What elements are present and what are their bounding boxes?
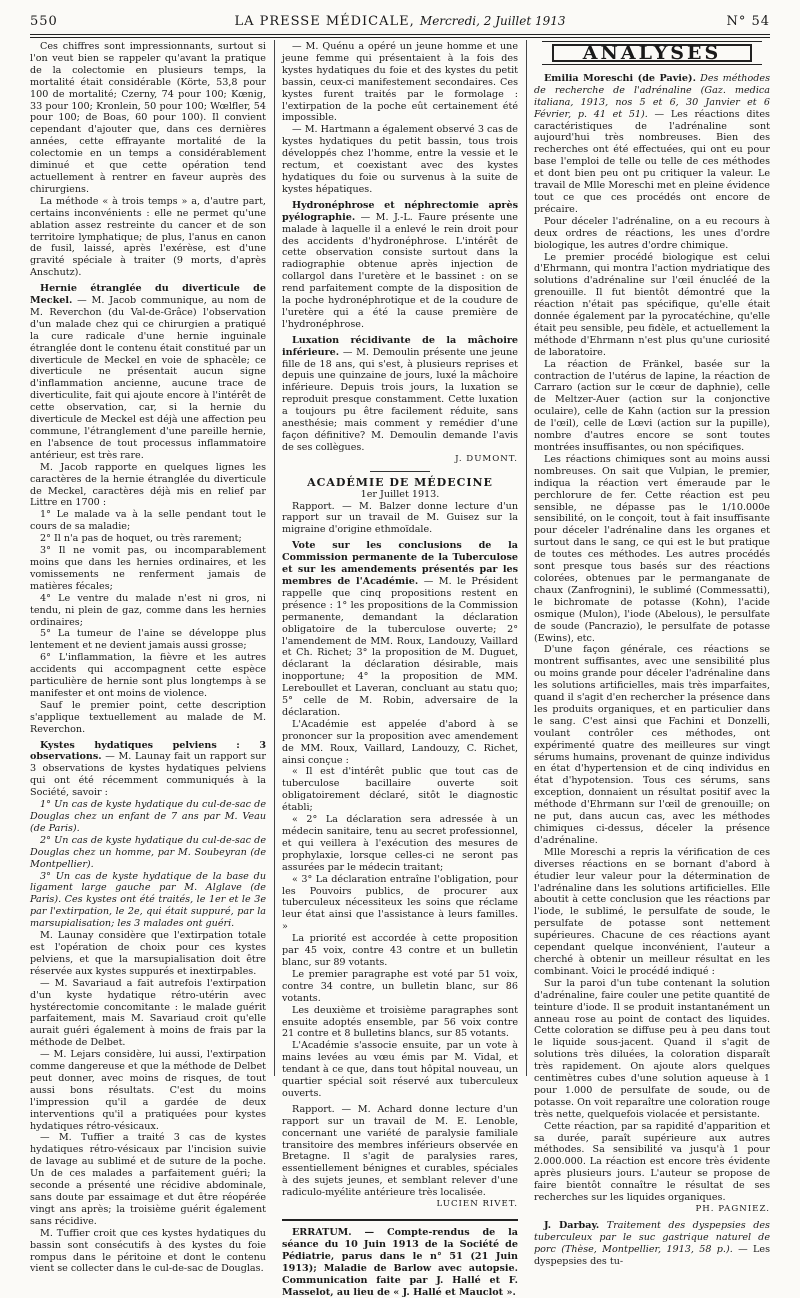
- column-divider-2: [526, 40, 527, 1076]
- paragraph: Sur la paroi d'un tube contenant la solution d'adrénaline, faire couler une petite quantité de teinture d'iode. Il se produit instantanément un anneau rose au point de contact des liquides. Cette coloration se diffuse peu à peu dans tout le liquide sous-jacent. Quand il s'agit de solutions très diluées, la coloration disparaît très rapidement. On ajoute alors quelques centimètres cubes d'une solution aqueuse à 1 pour 1.000 de persulfate de soude, ou de potasse. On voit reparaître une coloration rouge très nette, quelquefois violacée et persistante.: [534, 977, 770, 1120]
- section-separator: [370, 471, 430, 472]
- column-1: [30, 41, 266, 1275]
- page-number: 550: [30, 14, 58, 29]
- article-vote: [282, 540, 518, 719]
- article-title: Hernie étranglée du diverticule de Meckel.: [30, 283, 266, 307]
- analyses-title: ANALYSES: [552, 44, 752, 62]
- list-item-text: 3° Un cas de kyste hydatique de la base du ligament large gauche par M. Alglave (de Paris). Ces kystes ont été traités, le 1er et le 3e par l'extirpation, le 2e, qui était suppuré, par la marsupialisation; les 3 malades ont guéri.: [30, 870, 266, 930]
- quote: « 2° La déclaration sera adressée à un médecin sanitaire, tenu au secret professionnel, et qui veillera à l'exécution des mesures de prophylaxie, lorsque celles-ci ne seront pas assurées par le médecin traitant;: [282, 814, 518, 873]
- paragraph: Les réactions chimiques sont au moins aussi nombreuses. On sait que Vulpian, le premier, indiqua la réaction vert émeraude par le perchlorure de fer. Cette réaction est peu sensible, ne dépasse pas le 1/10.000e sensibilité, on le conçoit, tout à fait insuffisante pour déceler l'adrénaline dans les organes et surtout dans le sang, ce qui est le but pratique de toutes ces méthodes. Les autres procédés sont presque tous basés sur des réactions colorées, obtenues par le permanganate de chaux (Zanfrognini), le sublimé (Commessatti), le bichromate de potasse (Kohn), l'acide osmique (Mulon), l'iode (Abelous), le persulfate de soude (Pancrazio), le persulfate de potasse (Ewins), etc.: [534, 453, 770, 644]
- erratum-text: [282, 1227, 518, 1298]
- list-item-text: 1° Un cas de kyste hydatique du cul-de-sac de Douglas chez un enfant de 7 ans par M. Veau (de Paris).: [30, 799, 266, 834]
- review-author: Emilia Moreschi (de Pavie).: [544, 72, 696, 84]
- paragraph: M. Jacob rapporte en quelques lignes les caractères de la hernie étranglée du diverticule de Meckel, caractères déjà mis en relief par Littre en 1700 :: [30, 461, 266, 509]
- paragraph: M. Launay considère que l'extirpation totale est l'opération de choix pour ces kystes pelviens, et que la marsupialisation doit être réservée aux kystes suppurés et inextirpables.: [30, 930, 266, 977]
- paragraph: — M. Lejars considère, lui aussi, l'extirpation comme dangereuse et que la méthode de Delbet peut donner, avec moins de risques, de tout aussi bons résultats. C'est du moins l'impression qu'il a gardée de deux interventions qu'il a pratiquées pour kystes hydatiques rétro-vésicaux.: [30, 1049, 266, 1132]
- issue-number: N° 54: [726, 14, 770, 29]
- article-hydronephrose: [282, 200, 518, 331]
- paragraph: La priorité est accordée à cette proposition par 45 voix, contre 43 contre et un bulletin blanc, sur 89 votants.: [282, 933, 518, 968]
- list-item: [30, 799, 266, 835]
- page-header: [30, 14, 770, 32]
- paragraph: L'Académie est appelée d'abord à se prononcer sur la proposition avec amendement de MM. Roux, Vaillard, Landouzy, C. Richet, ainsi conçue :: [282, 718, 518, 766]
- article-title: Kystes hydatiques pelviens : 3 observations.: [30, 739, 266, 763]
- journal-title-line: [30, 14, 770, 29]
- column-2: [282, 41, 518, 1298]
- paragraph: Cette réaction, par sa rapidité d'apparition et sa durée, paraît supérieure aux autres méthodes. Sa sensibilité va jusqu'à 1 pour 2.000.000. La réaction est encore très évidente après plusieurs jours. L'auteur se propose de faire bientôt connaître le résultat de ses recherches sur les liquides organiques.: [534, 1120, 770, 1204]
- paragraph: Sauf le premier point, cette description s'applique textuellement au malade de M. Reverchon.: [30, 699, 266, 735]
- signature: PH. PAGNIEZ.: [695, 1204, 770, 1214]
- paragraph: La méthode « à trois temps » a, d'autre part, certains inconvénients : elle ne permet qu'une ablation assez restreinte du cancer et de son territoire lymphatique; de plus, l'anus en canon de fusil, laissé, après l'exérèse, est d'une gravité spéciale à traiter (9 morts, d'après Anschutz).: [30, 195, 266, 279]
- list-item: 6° L'inflammation, la fièvre et les autres accidents qui accompagnent cette espèce particulière de hernie sont plus longtemps à se manifester et ont moins de violence.: [30, 652, 266, 699]
- article-title: Hydronéphrose et néphrectomie après pyélographie.: [282, 199, 518, 223]
- signature: J. DUMONT.: [455, 453, 518, 464]
- paragraph: Le premier paragraphe est voté par 51 voix, contre 34 contre, un bulletin blanc, sur 86 votants.: [282, 968, 518, 1004]
- article-hernie: [30, 283, 266, 462]
- article-title: Luxation récidivante de la mâchoire inférieure.: [282, 334, 518, 358]
- article-text: — M. Launay fait un rapport sur 3 observations de kystes hydatiques pelviens qui ont été récemment communiqués à la Société, savoir :: [30, 751, 266, 799]
- article-luxation: [282, 335, 518, 454]
- review-text: — Les dyspepsies des tu-: [534, 1243, 770, 1267]
- journal-title: LA PRESSE MÉDICALE,: [234, 14, 415, 29]
- list-item: 4° Le ventre du malade n'est ni gros, ni tendu, ni plein de gaz, comme dans les hernies ordinaires;: [30, 592, 266, 628]
- paragraph: D'une façon générale, ces réactions se montrent suffisantes, avec une sensibilité plus ou moins grande pour déceler l'adrénaline dans les solutions artificielles, mais très imparfaites, quand il s'agit d'en rechercher la présence dans les produits organiques, et en particulier dans le sang. C'est ainsi que Fachini et Donzelli, voulant contrôler ces méthodes, ont expérimenté quatre des meilleures sur vingt sérums humains, provenant de quinze individus en état d'hypertension et de cinq individus en état d'hypotension. Tous ces sérums, sans exception, donnaient un résultat positif avec la méthode d'Ehrmann sur l'œil de grenouille; on ne put, dans aucun cas, avec les méthodes chimiques ci-dessus, déceler la présence d'adrénaline.: [534, 644, 770, 846]
- paragraph: — M. Hartmann a également observé 3 cas de kystes hydatiques du petit bassin, tous trois développés chez l'homme, entre la vessie et le rectum, et coexistant avec des kystes hydatiques du foie ou survenus à la suite de kystes hépatiques.: [282, 124, 518, 195]
- paragraph: Les deuxième et troisième paragraphes sont ensuite adoptés ensemble, par 56 voix contre 21 contre et 8 bulletins blancs, sur 85 votants.: [282, 1004, 518, 1040]
- signature: LUCIEN RIVET.: [436, 1199, 518, 1210]
- paragraph: Mlle Moreschi a repris la vérification de ces diverses réactions en se bornant d'abord à étudier leur valeur pour la détermination de l'adrénaline dans les solutions artificielles. Elle aboutit à cette conclusion que les réactions par l'iode, le sublimé, le persulfate de soude, le persulfate de potasse sont nettement supérieures. Chacune de ces réactions ayant cependant quelque inconvénient, l'auteur a cherché à obtenir un meilleur résultat en les combinant. Voici le procédé indiqué :: [534, 846, 770, 977]
- paragraph: Pour déceler l'adrénaline, on a eu recours à deux ordres de réactions, les unes d'ordre biologique, les autres d'ordre chimique.: [534, 215, 770, 251]
- paragraph: — M. Quénu a opéré un jeune homme et une jeune femme qui présentaient à la fois des kystes hydatiques du foie et des kystes du petit bassin, ceux-ci manifestement secondaires. Ces kystes furent traités par le formolage : l'extirpation de la poche eût certainement été impossible.: [282, 41, 518, 124]
- review-moreschi: [534, 73, 770, 216]
- review-author: J. Darbay.: [544, 1219, 600, 1231]
- erratum-box: [282, 1219, 518, 1298]
- article-title: Vote sur les conclusions de la Commission permanente de la Tuberculose et sur les amendements présentés par les membres de l'Académie.: [282, 540, 518, 587]
- review-text: — Les réactions dites caractéristiques de l'adrénaline sont aujourd'hui très nombreuses. Bien des recherches ont été effectuées, qui ont eu pour base l'emploi de telle ou telle de ces méthodes et dont bien peu ont pu critiquer la valeur. Le travail de Mlle Moreschi met en pleine évidence tout ce que ces procédés ont encore de précaire.: [534, 108, 770, 215]
- article-text: — M. J.-L. Faure présente une malade à laquelle il a enlevé le rein droit pour des accidents d'hydronéphrose. L'intérêt de cette observation consiste surtout dans la radiographie obtenue après injection de collargol dans l'uretère et le bassinet : on se rend parfaitement compte de la disposition de la poche hydronéphrotique et de la coudure de l'uretère qui a été la cause première de l'hydronéphrose.: [282, 211, 518, 330]
- section-date: 1er Juillet 1913.: [360, 488, 440, 500]
- list-item: [30, 871, 266, 931]
- header-rule-bottom: [30, 37, 770, 38]
- list-item: 3° Il ne vomit pas, ou incomparablement moins que dans les hernies ordinaires, et les vomissements ne renferment jamais de matières fécales;: [30, 545, 266, 592]
- analyses-banner: [542, 41, 762, 65]
- issue-date: Mercredi, 2 Juillet 1913: [419, 14, 566, 28]
- list-item-text: 2° Un cas de kyste hydatique du cul-de-sac de Douglas chez un homme, par M. Soubeyran (de Montpellier).: [30, 834, 266, 870]
- erratum-bold: ERRATUM. — Compte-rendus de la séance du 10 Juin 1913 de la Société de Pédiatrie, parus dans le n° 51 (21 Juin 1913); Maladie de Barlow avec autopsie. Communication faite par J. Hallé et F. Masselot, au lieu de « J. Hallé et Mauclot ».: [282, 1227, 518, 1298]
- paragraph: M. Tuffier croit que ces kystes hydatiques du bassin sont consécutifs à des kystes du foie rompus dans le péritoine et dont le contenu vient se collecter dans le cul-de-sac de Douglas.: [30, 1227, 266, 1275]
- paragraph: — M. Savariaud a fait autrefois l'extirpation d'un kyste hydatique rétro-utérin avec hystérectomie concomitante : le malade guérit parfaitement, mais M. Savariaud croit qu'elle aurait guéri également à moins de frais par la méthode de Delbet.: [30, 977, 266, 1049]
- paragraph: L'Académie s'associe ensuite, par un vote à mains levées au vœu émis par M. Vidal, et tendant à ce que, dans tout hôpital nouveau, un quartier spécial soit réservé aux tuberculeux ouverts.: [282, 1040, 518, 1099]
- list-item: 5° La tumeur de l'aine se développe plus lentement et ne devient jamais aussi grosse;: [30, 628, 266, 652]
- paragraph: — M. Tuffier a traité 3 cas de kystes hydatiques rétro-vésicaux par l'incision suivie de lavage au sublimé et de suture de la poche. Un de ces malades a parfaitement guéri; la seconde a présenté une récidive abdominale, sans doute par essaimage et dut être réopérée vingt ans après; la troisième guérit également sans récidive.: [30, 1132, 266, 1227]
- article-text: — M. le Président rappelle que cinq propositions restent en présence : 1° les propositions de la Commission permanente, demandant la déclaration obligatoire de la tuberculose ouverte; 2° l'amendement de MM. Roux, Landouzy, Vaillard et Ch. Richet; 3° la proposition de M. Duguet, déclarant la déclaration désirable, mais inopportune; 4° la proposition de MM. Lereboullet et Laveran, concluant au statu quo; 5° celle de M. Robin, adversaire de la déclaration.: [282, 575, 518, 718]
- paragraph: Rapport. — M. Achard donne lecture d'un rapport sur un travail de M. E. Lenoble, concernant une variété de paralysie familiale transitoire des membres inférieurs observée en Bretagne. Il s'agit de paralysies rares, essentiellement bénignes et curables, spéciales à des sujets jeunes, et semblant relever d'une radiculo-myélite antérieure très localisée.: [282, 1103, 518, 1199]
- paragraph: Rapport. — M. Balzer donne lecture d'un rapport sur un travail de M. Guisez sur la migraine d'origine ethmoïdale.: [282, 500, 518, 536]
- column-divider-1: [274, 40, 275, 1076]
- review-darbay: [534, 1220, 770, 1268]
- review-title: Traitement des dyspepsies des tuberculeux par le suc gastrique naturel de porc (Thèse, Montpellier, 1913, 58 p.).: [534, 1219, 770, 1255]
- review-title: Des méthodes de recherche de l'adrénaline (Gaz. medica italiana, 1913, nos 5 et 6, 30 Janvier et 6 Février, p. 41 et 51).: [534, 72, 770, 120]
- list-item: [30, 835, 266, 871]
- quote: « 3° La déclaration entraîne l'obligation, pour les Pouvoirs publics, de procurer aux tuberculeux nécessiteux les soins que réclame leur état ainsi que l'assistance à leurs familles. »: [282, 873, 518, 933]
- article-text: — M. Demoulin présente une jeune fille de 18 ans, qui s'est, à plusieurs reprises et depuis une quinzaine de jours, luxé la mâchoire inférieure. Depuis trois jours, la luxation se reproduit presque constamment. Cette luxation a toujours pu être facilement réduite, sans anesthésie; mais comment y remédier d'une façon définitive? M. Demoulin demande l'avis de ses collègues.: [282, 346, 518, 453]
- list-item: 2° Il n'a pas de hoquet, ou très rarement;: [40, 533, 242, 545]
- quote: « Il est d'intérêt public que tout cas de tuberculose bacillaire ouverte soit obligatoirement déclaré, sitôt le diagnostic établi;: [282, 766, 518, 814]
- column-3: [534, 41, 770, 1267]
- paragraph: La réaction de Fränkel, basée sur la contraction de l'utérus de lapine, la réaction de Carraro (action sur le cœur de daphnie), celle de Meltzer-Auer (action sur la conjonctive oculaire), celle de Kahn (action sur la pression de l'œil), celle de Lœvi (action sur la pupille), nombre d'autres encore se sont toutes montrées insuffisantes, ou non spécifiques.: [534, 358, 770, 453]
- article-kystes: [30, 740, 266, 800]
- list-item: 1° Le malade va à la selle pendant tout le cours de sa maladie;: [30, 509, 266, 533]
- section-title: ACADÉMIE DE MÉDECINE: [307, 475, 493, 489]
- article-text: — M. Jacob communique, au nom de M. Reverchon (du Val-de-Grâce) l'observation d'un malade chez qui ce chirurgien a pratiqué la cure radicale d'une hernie inguinale étranglée dont le contenu était constitué par un diverticule de Meckel en voie de sphacèle; ce diverticule ne présentait aucun signe d'inflammation ancienne, aucune trace de diverticulite, fait qui ajoute encore à l'intérêt de cette observation, car, si la hernie du diverticule de Meckel est déjà une affection peu commune, l'étranglement d'une pareille hernie, en l'absence de tout processus inflammatoire antérieur, est très rare.: [30, 295, 266, 461]
- paragraph: Ces chiffres sont impressionnants, surtout si l'on veut bien se rappeler qu'avant la pratique de la colectomie en plusieurs temps, la mortalité était considérable (Körte, 53,8 pour 100 de mortalité; Czerny, 74 pour 100; Kœnig, 33 pour 100; Kronlein, 50 pour 100; Wœlfler, 54 pour 100; de Boas, 60 pour 100). Il convient cependant d'ajouter que, dans ces dernières années, cette effrayante mortalité de la colectomie en un temps a considérablement diminué et que cette opération tend actuellement à rentrer en faveur auprès des chirurgiens.: [30, 41, 266, 195]
- paragraph: Le premier procédé biologique est celui d'Ehrmann, qui montra l'action mydriatique des solutions d'adrénaline sur l'œil énucléé de la grenouille. Il fut bientôt démontré que la réaction n'était pas spécifique, qu'elle était donnée également par la pyrocatéchine, qu'elle était peu sensible, peu fidèle, et actuellement la méthode d'Ehrmann n'est plus qu'une curiosité de laboratoire.: [534, 251, 770, 358]
- header-rule-top: [30, 34, 770, 35]
